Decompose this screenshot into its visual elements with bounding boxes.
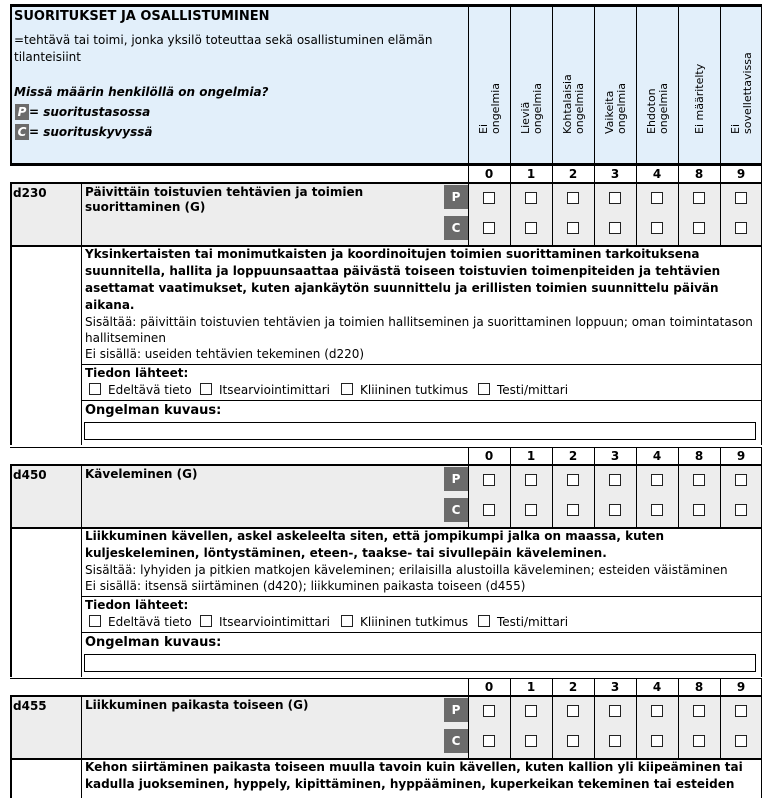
border-left bbox=[10, 245, 12, 445]
source-label: Edeltävä tieto bbox=[108, 383, 192, 397]
c-score-checkbox[interactable] bbox=[525, 504, 537, 516]
c-score-checkbox[interactable] bbox=[609, 222, 621, 234]
scale-header-label: Vaikeita ongelmia bbox=[603, 82, 628, 134]
column-divider bbox=[510, 678, 511, 758]
border-left bbox=[10, 695, 12, 758]
c-score-checkbox[interactable] bbox=[651, 222, 663, 234]
column-divider bbox=[594, 447, 595, 527]
scale-code: 4 bbox=[652, 167, 662, 181]
c-score-checkbox[interactable] bbox=[693, 504, 705, 516]
c-qualifier-badge: C bbox=[444, 498, 468, 522]
p-score-checkbox[interactable] bbox=[525, 192, 537, 204]
scale-code: 8 bbox=[694, 449, 704, 463]
p-score-checkbox[interactable] bbox=[483, 705, 495, 717]
c-score-checkbox[interactable] bbox=[483, 735, 495, 747]
p-score-checkbox[interactable] bbox=[693, 192, 705, 204]
row-border bbox=[10, 447, 762, 448]
scale-code: 2 bbox=[568, 680, 578, 694]
c-score-checkbox[interactable] bbox=[735, 504, 747, 516]
section-title: SUORITUKSET JA OSALLISTUMINEN bbox=[14, 9, 270, 24]
item-definition: kadulla juokseminen, hyppely, kipittäminen, hyppääminen, kuperkeikan tekeminen tai esteiden bbox=[85, 777, 735, 791]
scale-code: 9 bbox=[736, 167, 746, 181]
column-divider bbox=[552, 678, 553, 758]
problem-description-label: Ongelman kuvaus: bbox=[85, 403, 222, 418]
column-divider bbox=[678, 447, 679, 527]
column-divider bbox=[636, 7, 637, 164]
source-label: Testi/mittari bbox=[497, 615, 569, 629]
p-score-checkbox[interactable] bbox=[567, 705, 579, 717]
code-divider bbox=[81, 758, 82, 798]
scale-code: 4 bbox=[652, 680, 662, 694]
c-score-checkbox[interactable] bbox=[651, 735, 663, 747]
item-title-cont: suorittaminen (G) bbox=[85, 200, 206, 214]
scale-code: 0 bbox=[484, 449, 494, 463]
source-label: Kliininen tutkimus bbox=[360, 615, 469, 629]
p-score-checkbox[interactable] bbox=[567, 474, 579, 486]
column-divider bbox=[594, 678, 595, 758]
column-divider bbox=[468, 447, 469, 527]
code-divider bbox=[81, 245, 82, 445]
scale-header-label: Ei määritelty bbox=[693, 63, 706, 134]
source-checkbox[interactable] bbox=[89, 615, 101, 627]
scale-code: 9 bbox=[736, 449, 746, 463]
source-label: Itsearviointimittari bbox=[219, 615, 330, 629]
p-legend-text: = suoritustasossa bbox=[29, 105, 151, 119]
c-score-checkbox[interactable] bbox=[693, 222, 705, 234]
scale-code: 1 bbox=[526, 680, 536, 694]
column-divider bbox=[594, 165, 595, 245]
c-legend-letter: C bbox=[17, 125, 27, 139]
source-checkbox[interactable] bbox=[341, 383, 353, 395]
item-code: d455 bbox=[13, 699, 47, 713]
p-score-checkbox[interactable] bbox=[735, 474, 747, 486]
item-definition: Kehon siirtäminen paikasta toiseen muulla tavoin kuin kävellen, kuten kallion yli kiipeäminen tai bbox=[85, 760, 743, 774]
p-score-checkbox[interactable] bbox=[693, 705, 705, 717]
p-score-checkbox[interactable] bbox=[483, 192, 495, 204]
item-exclusions: Ei sisällä: useiden tehtävien tekeminen (d220) bbox=[85, 347, 365, 361]
p-score-checkbox[interactable] bbox=[483, 474, 495, 486]
column-divider bbox=[468, 7, 469, 164]
c-score-checkbox[interactable] bbox=[525, 735, 537, 747]
c-score-checkbox[interactable] bbox=[567, 222, 579, 234]
column-divider bbox=[678, 678, 679, 758]
p-score-checkbox[interactable] bbox=[609, 474, 621, 486]
item-definition: suunnitella, hallita ja loppuunsaattaa päivästä toiseen toistuvien toimenpiteiden ja tehtävien bbox=[85, 264, 721, 278]
p-score-checkbox[interactable] bbox=[525, 474, 537, 486]
column-divider bbox=[594, 7, 595, 164]
p-score-checkbox[interactable] bbox=[651, 474, 663, 486]
source-checkbox[interactable] bbox=[200, 383, 212, 395]
item-definition: Yksinkertaisten tai monimutkaisten ja koordinoitujen toimien suorittaminen tarkoituksena bbox=[85, 247, 700, 261]
problem-description-input[interactable] bbox=[84, 654, 756, 672]
column-divider bbox=[510, 165, 511, 245]
code-divider bbox=[81, 697, 82, 758]
column-divider bbox=[720, 7, 721, 164]
scale-code: 9 bbox=[736, 680, 746, 694]
p-qualifier-badge: P bbox=[444, 467, 468, 491]
scale-code: 1 bbox=[526, 449, 536, 463]
border-right bbox=[761, 527, 762, 677]
column-divider bbox=[636, 165, 637, 245]
item-definition: asettamat vaatimukset, kuten ajankäytön suunnittelu ja erillisten toimien suunnittelu päivän bbox=[85, 281, 719, 295]
question-text: Missä määrin henkilöllä on ongelmia? bbox=[14, 85, 269, 99]
scale-code: 0 bbox=[484, 167, 494, 181]
c-score-checkbox[interactable] bbox=[567, 504, 579, 516]
scale-code: 3 bbox=[610, 167, 620, 181]
c-legend-text: = suorituskyvyssä bbox=[29, 125, 153, 139]
item-title: Päivittäin toistuvien tehtävien ja toimien bbox=[85, 185, 364, 199]
section-description: =tehtävä tai toimi, jonka yksilö toteuttaa sekä osallistuminen elämän bbox=[14, 33, 433, 47]
p-qualifier-badge: P bbox=[444, 185, 468, 209]
column-divider bbox=[552, 165, 553, 245]
border-left bbox=[10, 758, 12, 798]
code-divider bbox=[81, 184, 82, 245]
scale-header-label: Ei sovellettavissa bbox=[729, 52, 754, 134]
column-divider bbox=[678, 7, 679, 164]
p-score-checkbox[interactable] bbox=[651, 192, 663, 204]
p-score-checkbox[interactable] bbox=[609, 705, 621, 717]
item-inclusions: Sisältää: lyhyiden ja pitkien matkojen käveleminen; erilaisilla alustoilla käveleminen; esteiden väistäminen bbox=[85, 563, 728, 577]
scale-code: 4 bbox=[652, 449, 662, 463]
border-right bbox=[761, 165, 762, 245]
sources-label: Tiedon lähteet: bbox=[85, 366, 189, 380]
item-inclusions: Sisältää: päivittäin toistuvien tehtävien ja toimien hallitseminen ja suorittaminen loppuun; oman toimintatason bbox=[85, 315, 753, 329]
column-divider bbox=[510, 7, 511, 164]
p-score-checkbox[interactable] bbox=[609, 192, 621, 204]
code-divider bbox=[81, 466, 82, 527]
column-divider bbox=[720, 447, 721, 527]
divider bbox=[81, 632, 762, 633]
c-score-checkbox[interactable] bbox=[651, 504, 663, 516]
row-border bbox=[10, 165, 762, 166]
item-code: d230 bbox=[13, 186, 47, 200]
scale-code: 8 bbox=[694, 680, 704, 694]
column-divider bbox=[552, 447, 553, 527]
source-checkbox[interactable] bbox=[478, 615, 490, 627]
scale-code: 2 bbox=[568, 449, 578, 463]
item-code: d450 bbox=[13, 468, 47, 482]
source-label: Testi/mittari bbox=[497, 383, 569, 397]
border-left bbox=[10, 527, 12, 677]
border-left bbox=[10, 182, 12, 245]
scale-code: 8 bbox=[694, 167, 704, 181]
item-definition: kuljeskeleminen, löntystäminen, eteen-, taakse- tai sivullepäin käveleminen. bbox=[85, 546, 607, 560]
c-score-checkbox[interactable] bbox=[609, 735, 621, 747]
scale-code: 0 bbox=[484, 680, 494, 694]
item-definition: aikana. bbox=[85, 298, 135, 312]
source-label: Itsearviointimittari bbox=[219, 383, 330, 397]
code-divider bbox=[81, 527, 82, 677]
p-score-checkbox[interactable] bbox=[567, 192, 579, 204]
scale-header-label: Kohtalaisia ongelmia bbox=[561, 74, 586, 134]
scale-header-label: Ei ongelmia bbox=[477, 82, 502, 134]
c-score-checkbox[interactable] bbox=[483, 504, 495, 516]
problem-description-label: Ongelman kuvaus: bbox=[85, 635, 222, 650]
p-score-checkbox[interactable] bbox=[735, 705, 747, 717]
source-checkbox[interactable] bbox=[89, 383, 101, 395]
border-right bbox=[761, 245, 762, 445]
border-left bbox=[10, 464, 12, 527]
c-qualifier-badge: C bbox=[444, 216, 468, 240]
border-right bbox=[761, 447, 762, 527]
scale-header-label: Lieviä ongelmia bbox=[519, 82, 544, 134]
sources-label: Tiedon lähteet: bbox=[85, 598, 189, 612]
column-divider bbox=[468, 678, 469, 758]
problem-description-input[interactable] bbox=[84, 422, 756, 440]
c-score-checkbox[interactable] bbox=[567, 735, 579, 747]
border-right bbox=[761, 678, 762, 758]
p-score-checkbox[interactable] bbox=[693, 474, 705, 486]
divider bbox=[81, 400, 762, 401]
c-score-checkbox[interactable] bbox=[483, 222, 495, 234]
p-score-checkbox[interactable] bbox=[525, 705, 537, 717]
column-divider bbox=[720, 165, 721, 245]
p-legend-badge bbox=[15, 104, 29, 120]
c-score-checkbox[interactable] bbox=[609, 504, 621, 516]
source-checkbox[interactable] bbox=[341, 615, 353, 627]
column-divider bbox=[678, 165, 679, 245]
scale-code: 3 bbox=[610, 449, 620, 463]
scale-code: 1 bbox=[526, 167, 536, 181]
item-exclusions: Ei sisällä: itsensä siirtäminen (d420); liikkuminen paikasta toiseen (d455) bbox=[85, 579, 526, 593]
source-label: Kliininen tutkimus bbox=[360, 383, 469, 397]
item-title: Liikkuminen paikasta toiseen (G) bbox=[85, 698, 309, 712]
c-qualifier-badge: C bbox=[444, 729, 468, 753]
p-score-checkbox[interactable] bbox=[651, 705, 663, 717]
p-score-checkbox[interactable] bbox=[735, 192, 747, 204]
scale-code: 2 bbox=[568, 167, 578, 181]
item-inclusions: hallitseminen bbox=[85, 331, 166, 345]
source-checkbox[interactable] bbox=[200, 615, 212, 627]
c-score-checkbox[interactable] bbox=[735, 735, 747, 747]
p-legend-letter: P bbox=[17, 105, 27, 119]
column-divider bbox=[636, 447, 637, 527]
row-border bbox=[10, 678, 762, 679]
column-divider bbox=[636, 678, 637, 758]
c-score-checkbox[interactable] bbox=[693, 735, 705, 747]
section-description-cont: tilanteisiint bbox=[14, 50, 81, 64]
c-legend-badge bbox=[15, 124, 29, 140]
border-right bbox=[761, 758, 762, 798]
scale-code: 3 bbox=[610, 680, 620, 694]
item-title: Käveleminen (G) bbox=[85, 467, 198, 481]
scale-header-label: Ehdoton ongelmia bbox=[645, 82, 670, 134]
item-definition: Liikkuminen kävellen, askel askeleelta siten, että jompikumpi jalka on maassa, kuten bbox=[85, 529, 665, 543]
p-qualifier-badge: P bbox=[444, 698, 468, 722]
column-divider bbox=[720, 678, 721, 758]
c-score-checkbox[interactable] bbox=[525, 222, 537, 234]
source-label: Edeltävä tieto bbox=[108, 615, 192, 629]
column-divider bbox=[510, 447, 511, 527]
source-checkbox[interactable] bbox=[478, 383, 490, 395]
column-divider bbox=[468, 165, 469, 245]
c-score-checkbox[interactable] bbox=[735, 222, 747, 234]
column-divider bbox=[552, 7, 553, 164]
